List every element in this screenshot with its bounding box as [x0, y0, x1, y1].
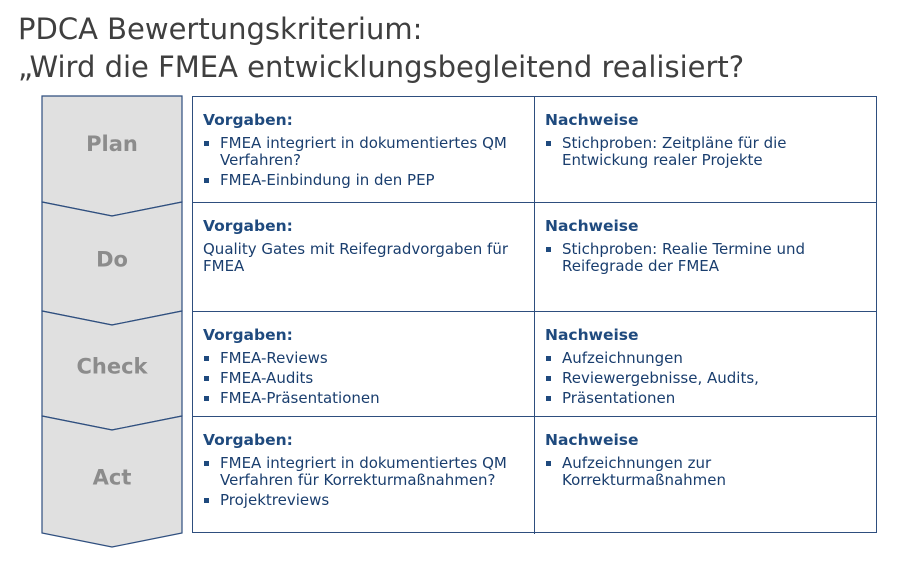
list-item: FMEA-Präsentationen	[203, 390, 524, 407]
list-item: Aufzeichnungen	[545, 350, 866, 367]
list-item: Stichproben: Zeitpläne für die Entwickung realer Projekte	[545, 135, 866, 169]
nachweise-cell-do-list	[545, 241, 866, 275]
vorgaben-cell-act	[193, 417, 535, 534]
row-divider	[193, 416, 876, 417]
vorgaben-cell-do	[193, 203, 535, 312]
nachweise-cell-plan	[535, 97, 876, 203]
step-label-do: Do	[96, 247, 128, 272]
row-divider	[193, 311, 876, 312]
nachweise-cell-act	[535, 417, 876, 534]
nachweise-cell-check-list	[545, 350, 866, 407]
criteria-table	[192, 96, 877, 533]
list-item: FMEA integriert in dokumentiertes QM Verfahren?	[203, 135, 524, 169]
list-item: FMEA integriert in dokumentiertes QM Verfahren für Korrekturmaßnahmen?	[203, 455, 524, 489]
list-item: FMEA-Audits	[203, 370, 524, 387]
chevron-plan	[42, 96, 182, 216]
nachweise-cell-check-heading: Nachweise	[545, 326, 639, 344]
step-label-plan: Plan	[86, 132, 138, 156]
title-line-2: „Wird die FMEA entwicklungsbegleitend realisiert?	[18, 50, 745, 84]
step-label-check: Check	[76, 354, 148, 379]
list-item: Reviewergebnisse, Audits,	[545, 370, 866, 387]
nachweise-cell-plan-list	[545, 135, 866, 169]
vorgaben-cell-check-list	[203, 350, 524, 407]
title-line-1: PDCA Bewertungskriterium:	[18, 12, 423, 46]
vorgaben-cell-act-list	[203, 455, 524, 509]
nachweise-cell-act-heading: Nachweise	[545, 431, 639, 449]
vorgaben-cell-plan-list	[203, 135, 524, 189]
nachweise-cell-check	[535, 312, 876, 417]
vorgaben-cell-plan-heading: Vorgaben:	[203, 111, 293, 129]
nachweise-cell-do-heading: Nachweise	[545, 217, 639, 235]
list-item: Aufzeichnungen zur Korrekturmaßnahmen	[545, 455, 866, 489]
list-item: Projektreviews	[203, 492, 524, 509]
list-item: Stichproben: Realie Termine und Reifegrade der FMEA	[545, 241, 866, 275]
list-item: FMEA-Reviews	[203, 350, 524, 367]
nachweise-cell-plan-heading: Nachweise	[545, 111, 639, 129]
vorgaben-cell-plan	[193, 97, 535, 203]
vorgaben-cell-check-heading: Vorgaben:	[203, 326, 293, 344]
list-item: Präsentationen	[545, 390, 866, 407]
step-label-act: Act	[92, 465, 132, 490]
list-item: FMEA-Einbindung in den PEP	[203, 172, 524, 189]
vorgaben-cell-do-text: Quality Gates mit Reifegradvorgaben für FMEA	[203, 240, 509, 275]
vorgaben-cell-check	[193, 312, 535, 417]
vorgaben-cell-act-heading: Vorgaben:	[203, 431, 293, 449]
nachweise-cell-do	[535, 203, 876, 312]
vorgaben-cell-do-heading: Vorgaben:	[203, 217, 293, 235]
nachweise-cell-act-list	[545, 455, 866, 489]
row-divider	[193, 202, 876, 203]
